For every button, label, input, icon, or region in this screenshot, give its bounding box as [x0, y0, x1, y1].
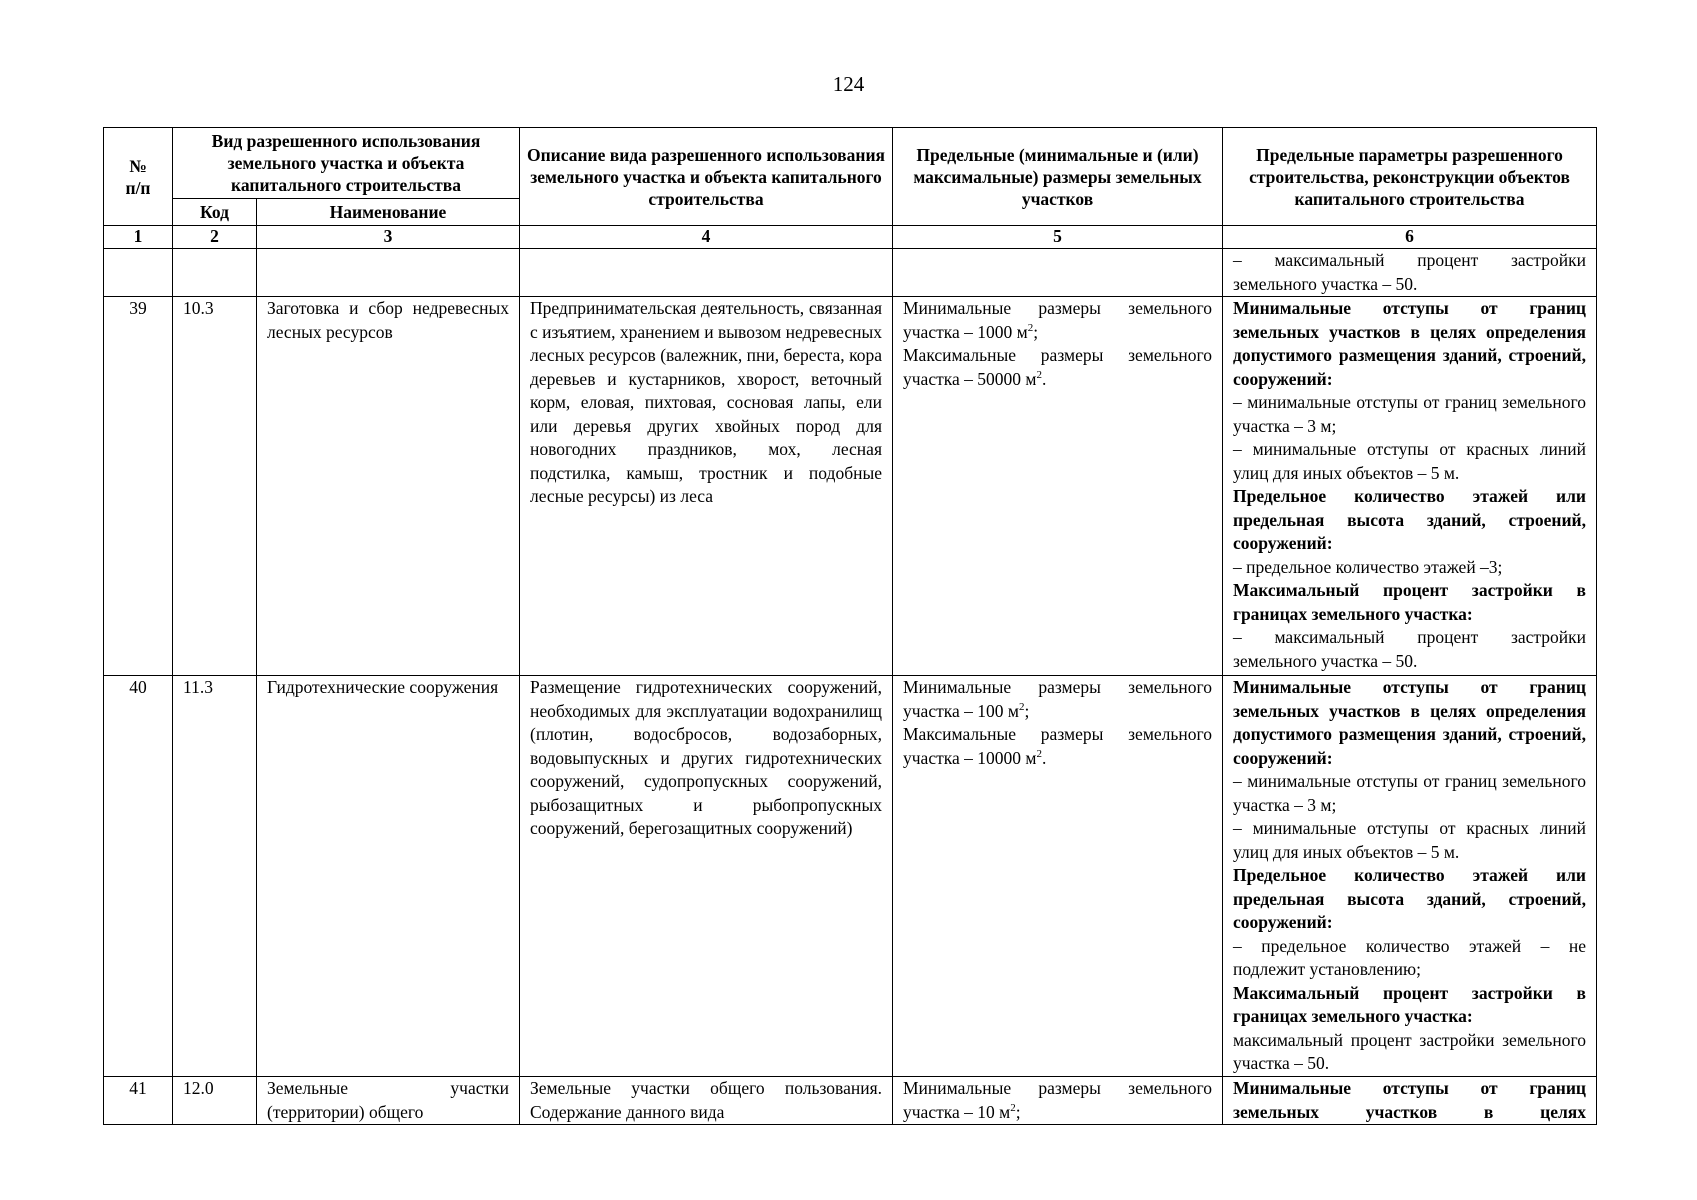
row-number-cell	[104, 249, 173, 297]
row-sizes-cell	[893, 676, 1223, 1077]
header-name: Наименование	[257, 199, 520, 226]
col-number: 1	[104, 226, 173, 249]
size-line: Минимальные размеры земельного участка – 1000 $м^2$;	[903, 298, 1212, 342]
row-name-cell	[257, 249, 520, 297]
size-line: Минимальные размеры земельного участка – 100 $м^2$;	[903, 677, 1212, 721]
col-number: 4	[520, 226, 893, 249]
param-line: – максимальный процент застройки земельного участка – 50.	[1233, 627, 1586, 671]
row-sizes-cell	[893, 1077, 1223, 1125]
row-params-cell	[1223, 1077, 1597, 1125]
page-number: 124	[832, 72, 865, 96]
row-number-cell: 39	[104, 297, 173, 676]
row-params-cell	[1223, 249, 1597, 297]
header-sizes: Предельные (минимальные и (или) максимальные) размеры земельных участков	[893, 128, 1223, 226]
row-description-cell: Размещение гидротехнических сооружений, необходимых для эксплуатации водохранилищ (плотин, водосбросов, водозаборных, водовыпускных и других гидротехнических сооружений, судопропускных сооружений, рыбозащитных и рыбопропускных сооружений, берегозащитных сооружений)	[520, 676, 893, 1077]
row-code-cell	[173, 249, 257, 297]
param-line: максимальный процент застройки земельного участка – 50.	[1233, 1029, 1586, 1073]
table-row	[104, 676, 1597, 1077]
header-vid: Вид разрешенного использования земельного участка и объекта капитального строительства	[173, 128, 520, 199]
row-number-cell: 41	[104, 1077, 173, 1125]
param-heading: Предельное количество этажей или предельная высота зданий, строений, сооружений:	[1233, 486, 1586, 553]
param-line: – минимальные отступы от границ земельного участка – 3 м;	[1233, 771, 1586, 815]
param-line: – максимальный процент застройки	[1233, 250, 1586, 270]
row-name-cell: Земельные участки (территории) общего	[257, 1077, 520, 1125]
col-number: 2	[173, 226, 257, 249]
col-number: 6	[1223, 226, 1597, 249]
param-heading: Максимальный процент застройки в границах земельного участка:	[1233, 982, 1586, 1026]
row-description-cell	[520, 249, 893, 297]
row-params-cell	[1223, 297, 1597, 676]
row-description-cell: Предпринимательская деятельность, связанная с изъятием, хранением и вывозом недревесных лесных ресурсов (валежник, пни, береста, кора деревьев и кустарников, хворост, веточный корм, еловая, пихтовая, сосновая лапы, ели или деревья других хвойных пород для новогодних праздников, мох, лесная подстилка, камыш, тростник и подобные лесные ресурсы) из леса	[520, 297, 893, 676]
land-use-table	[103, 127, 1597, 1125]
row-params-cell	[1223, 676, 1597, 1077]
column-numbers-row	[104, 226, 1597, 249]
row-code-cell: 11.3	[173, 676, 257, 1077]
col-number: 5	[893, 226, 1223, 249]
row-sizes-cell	[893, 297, 1223, 676]
param-line: земельного участка – 50.	[1233, 273, 1418, 294]
param-line: – минимальные отступы от красных линий улиц для иных объектов – 5 м.	[1233, 818, 1586, 862]
header-num: № п/п	[104, 128, 173, 226]
header-row	[104, 128, 1597, 199]
param-line: – минимальные отступы от границ земельного участка – 3 м;	[1233, 392, 1586, 436]
row-name-cell: Гидротехнические сооружения	[257, 676, 520, 1077]
param-line: – предельное количество этажей – не подлежит установлению;	[1233, 935, 1586, 979]
param-heading: Максимальный процент застройки в границах земельного участка:	[1233, 580, 1586, 624]
table-row	[104, 1077, 1597, 1125]
param-line: – минимальные отступы от красных линий улиц для иных объектов – 5 м.	[1233, 439, 1586, 483]
param-heading: Предельное количество этажей или предельная высота зданий, строений, сооружений:	[1233, 865, 1586, 932]
size-line: Максимальные размеры земельного участка – 10000 $м^2$.	[903, 724, 1212, 768]
table-row	[104, 297, 1597, 676]
row-sizes-cell	[893, 249, 1223, 297]
row-code-cell: 12.0	[173, 1077, 257, 1125]
row-code-cell: 10.3	[173, 297, 257, 676]
param-heading: Минимальные отступы от границ земельных участков в целях	[1233, 1078, 1586, 1122]
param-heading: Минимальные отступы от границ земельных участков в целях определения допустимого размещения зданий, строений, сооружений:	[1233, 677, 1586, 768]
row-name-cell: Заготовка и сбор недревесных лесных ресурсов	[257, 297, 520, 676]
table-row	[104, 249, 1597, 297]
size-line: Минимальные размеры земельного участка – 10 $м^2$;	[903, 1078, 1212, 1122]
header-description: Описание вида разрешенного использования земельного участка и объекта капитального строительства	[520, 128, 893, 226]
row-number-cell: 40	[104, 676, 173, 1077]
param-line: – предельное количество этажей –3;	[1233, 556, 1503, 577]
header-params: Предельные параметры разрешенного строительства, реконструкции объектов капитального строительства	[1223, 128, 1597, 226]
header-code: Код	[173, 199, 257, 226]
param-heading: Минимальные отступы от границ земельных участков в целях определения допустимого размещения зданий, строений, сооружений:	[1233, 298, 1586, 389]
col-number: 3	[257, 226, 520, 249]
row-description-cell: Земельные участки общего пользования. Содержание данного вида	[520, 1077, 893, 1125]
size-line: Максимальные размеры земельного участка – 50000 $м^2$.	[903, 345, 1212, 389]
